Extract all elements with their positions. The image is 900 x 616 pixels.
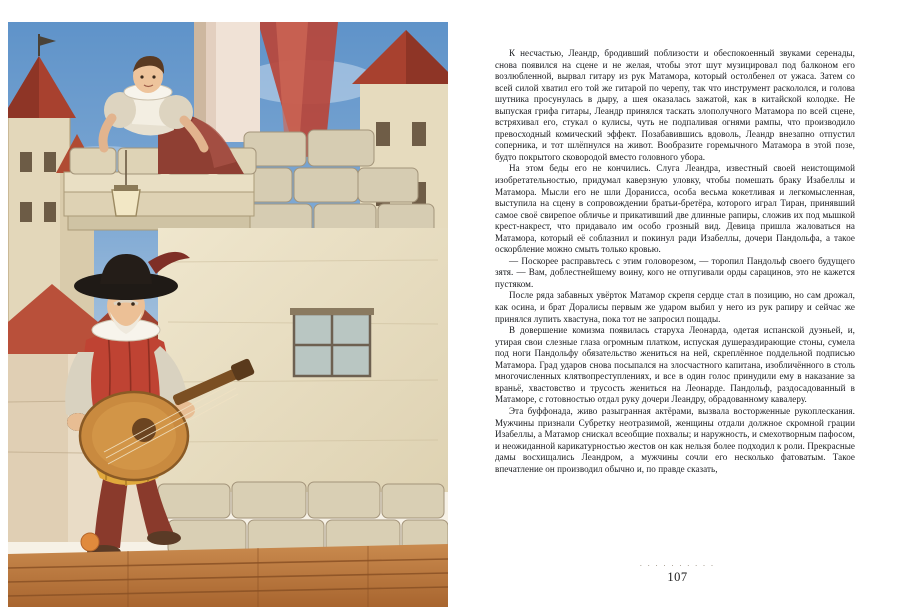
folio-ornament: . . . . . . . . . .: [639, 560, 716, 568]
paragraph: Эта буффонада, живо разыгранная актёрами, вызвала восторженные рукоплескания. Мужчины признали Субретку неотразимой, женщины отдали должное скромной грации Изабеллы, а Матамор снискал всеобщие похвалы; и наружность, и смехотворным пафосом, и неожиданной карикатурностью жестов он как нельзя более подходил к роли. Прекрасные дамы восхищались Леандром, а мужчины сочли его несколько фатоватым. Такое впечатление он производил обычно и, по правде сказать,: [495, 405, 855, 474]
paragraph: К несчастью, Леандр, бродивший поблизости и обеспокоенный звуками серенады, снова появился на сцене и не желая, чтобы этот шут музицировал под балконом его возлюбленной, вырвал гитару из рук Матамора, который остолбенел от ужаса. Затем со всей силой хватил его той же гитарой по черепу, так что инструмент раскололся, и голова шутника просунулась в дыру, а шея оказалась зажатой, как в китайской колодке. Не выпуская грифа гитары, Леандр принялся таскать злополучного Матамора по всей сцене, встряхивал его, стукал о кулисы, чуть не подпаливая огнями рампы, что производило превосходный комический эффект. Позабавившись вдоволь, Леандр внезапно отпустил соперника, и тот шлёпнулся на живот. Вообразите горемычного Матамора в этой позе, будто покрытого сковородой вместо головного убора.: [495, 48, 855, 162]
paragraph: — Поскорее расправьтесь с этим головорезом, — торопил Пандольф своего будущего зятя. — Вам, доблестнейшему воину, кого не отпугивали орды сарацинов, это не кажется пустяком.: [495, 255, 855, 289]
paragraph: После ряда забавных увёрток Матамор скрепя сердце стал в позицию, но сам дрожал, как осина, и брат Доралисы первым же ударом выбил у него из рук рапиру и сейчас же принялся лупить хвастуна, пока тот не запросил пощады.: [495, 290, 855, 324]
matamore-serenade-illustration: [8, 22, 448, 607]
body-text: [495, 48, 855, 475]
paragraph: В довершение комизма появилась старуха Леонарда, одетая испанской дуэньей, и, утирая свои слезные глаза огромным платком, испуская душераздирающие стоны, сумела под ноги Пандольфу обязательство жениться на ней, скреплённое поддельной подписью Матамора. Град ударов снова посыпался на злосчастного капитана, изобличённого в столь многочисленных клятвопреступлениях, и все в один голос принудили ему в наказание за враньё, хвастовство и трусость жениться на Леонарде. Пандольф, раздосадованный в Матаморе, с готовностью отдал руку дочери Леандру, обрадованному кавалеру.: [495, 325, 855, 405]
paragraph: На этом беды его не кончились. Слуга Леандра, известный своей неистощимой изобретательностью, придумал каверзную уловку, чтобы помешать браку Изабеллы и Матамора. Мысли его не шли Доранисса, особа весьма кокетливая и легкомысленная, выступила на сцену в сопровождении братьи-бретёра, которого играл Тиран, принявший самое своё свирепое обличье и прикативший две длинные рапиры, сложив их под мышкой крест-накрест, что придавало им особо грозный вид. Девица пришла жаловаться на Матамора, который её соблазнил и покинул ради Изабеллы, дочери Пандольфа, а такое оскорбление можно смыть только кровью.: [495, 163, 855, 255]
right-page: [455, 0, 900, 616]
page-number: 107: [667, 570, 688, 584]
folio: [455, 560, 900, 585]
